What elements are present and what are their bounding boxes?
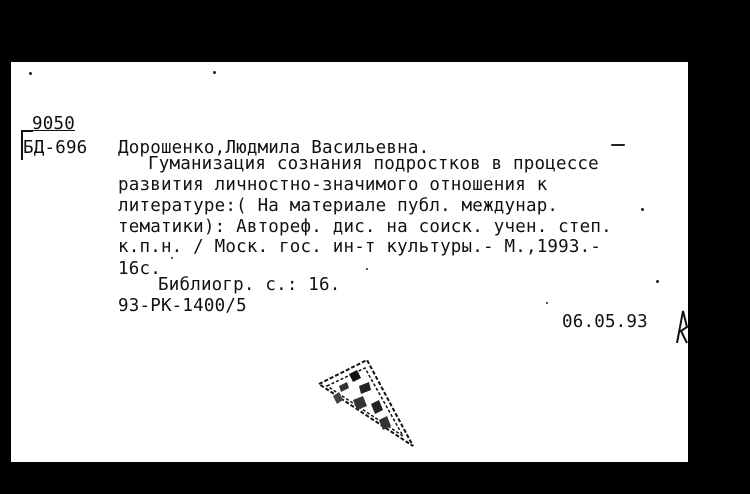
scan-speck <box>656 280 659 283</box>
scan-speck <box>546 302 548 304</box>
shelf-mark-bottom: БД-696 <box>23 138 88 158</box>
record-id: 93-РК-1400/5 <box>118 296 247 316</box>
title-line-5: к.п.н. / Моск. гос. ин-т культуры.- М.,1993.- <box>118 237 602 257</box>
title-line-3: литературе:( На материале публ. междунар. <box>118 196 559 216</box>
title-line-2: развития личностно-значимого отношения к <box>118 175 548 195</box>
author-line: Дорошенко,Людмила Васильевна. <box>118 138 430 158</box>
date-stamp: 06.05.93 <box>562 312 648 332</box>
signature-mark <box>675 307 688 347</box>
library-stamp <box>309 356 421 456</box>
catalog-card <box>11 62 688 462</box>
scan-speck <box>611 144 625 146</box>
title-line-6: 16с. <box>118 259 161 279</box>
scan-speck <box>641 208 644 211</box>
title-line-4: тематики): Автореф. дис. на соиск. учен. степ. <box>118 217 612 237</box>
shelf-mark-top: 9050 <box>32 114 75 134</box>
scan-speck <box>213 71 216 74</box>
bibliography-note: Библиогр. с.: 16. <box>158 275 341 295</box>
scan-speck <box>171 257 173 259</box>
scan-speck <box>366 268 368 270</box>
scan-speck <box>29 72 32 75</box>
title-line-1: Гуманизация сознания подростков в процессе <box>148 154 599 174</box>
